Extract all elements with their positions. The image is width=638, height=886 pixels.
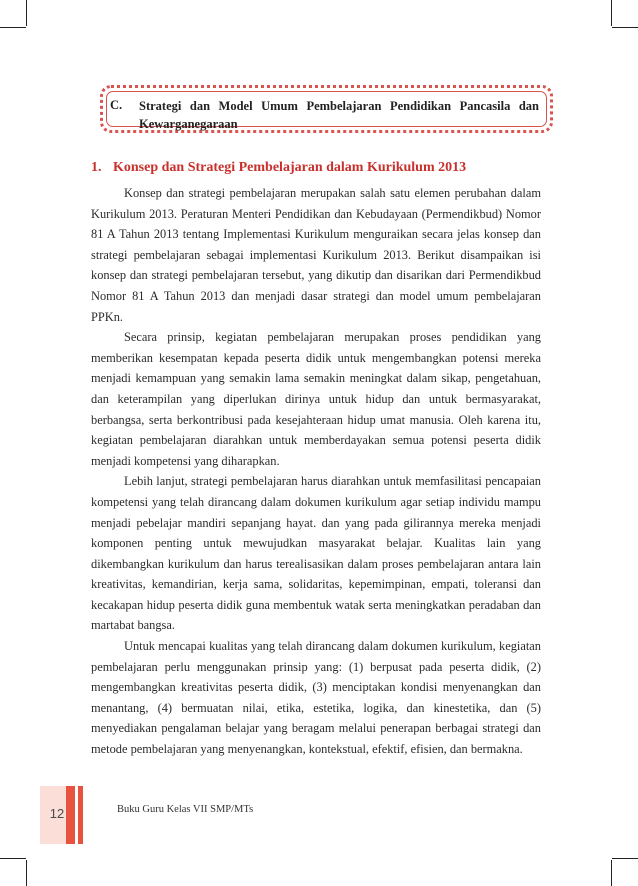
crop-mark xyxy=(26,0,27,26)
section-letter: C. xyxy=(110,98,123,112)
subsection-heading xyxy=(91,160,551,176)
crop-mark xyxy=(26,860,27,886)
page-number: 12 xyxy=(49,806,65,821)
section-title xyxy=(139,97,539,133)
crop-mark xyxy=(611,860,612,886)
paragraph: Lebih lanjut, strategi pembelajaran harus diarahkan untuk memfasilitasi pencapaian kompetensi yang telah dirancang dalam dokumen kurikulum agar setiap individu mampu menjadi pebelajar mandiri sepanjang hayat. dan yang pada gilirannya mereka menjadi komponen penting untuk mewujudkan masyarakat belajar. Kualitas lain yang dikembangkan kurikulum dan harus terealisasikan dalam proses pembelajaran antara lain kreativitas, kemandirian, kerja sama, solidaritas, kepemimpinan, empati, toleransi dan kecakapan hidup peserta didik guna membentuk watak serta meningkatkan peradaban dan martabat bangsa. xyxy=(91,474,541,633)
crop-mark xyxy=(612,858,638,859)
subsection-number: 1. xyxy=(91,160,102,175)
crop-mark xyxy=(612,27,638,28)
paragraph: Konsep dan strategi pembelajaran merupakan salah satu elemen perubahan dalam Kurikulum 2013. Peraturan Menteri Pendidikan dan Kebudayaan (Permendikbud) Nomor 81 A Tahun 2013 tentang Implementasi Kurikulum menguraikan secara jelas konsep dan strategi pembelajaran sebagai implementasi Kurikulum 2013. Berikut disampaikan isi konsep dan strategi pembelajaran tersebut, yang dikutip dan disarikan dari Permendikbud Nomor 81 A Tahun 2013 dan menjadi dasar strategi dan model umum pembelajaran PPKn. xyxy=(91,186,541,324)
section-title-line2: Kewarganegaraan xyxy=(139,117,238,131)
crop-mark xyxy=(611,0,612,26)
body-text xyxy=(91,183,541,760)
book-title: Buku Guru Kelas VII SMP/MTs xyxy=(117,804,254,815)
section-title-line1: Strategi dan Model Umum Pembelajaran Pendidikan Pancasila dan xyxy=(139,99,539,113)
paragraph: Secara prinsip, kegiatan pembelajaran merupakan proses pendidikan yang memberikan kesempatan kepada peserta didik untuk mengembangkan potensi mereka menjadi kemampuan yang semakin lama semakin meningkat dalam sikap, pengetahuan, dan keterampilan yang diperlukan dirinya untuk hidup dan untuk bermasyarakat, berbangsa, serta berkontribusi pada kesejahteraan hidup umat manusia. Oleh karena itu, kegiatan pembelajaran diarahkan untuk memberdayakan semua potensi peserta didik menjadi kompetensi yang diharapkan. xyxy=(91,330,541,468)
footer-accent-bar xyxy=(78,786,83,844)
crop-mark xyxy=(0,27,26,28)
subsection-title: Konsep dan Strategi Pembelajaran dalam Kurikulum 2013 xyxy=(113,160,467,175)
crop-mark xyxy=(0,858,26,859)
paragraph: Untuk mencapai kualitas yang telah dirancang dalam dokumen kurikulum, kegiatan pembelajaran perlu menggunakan prinsip yang: (1) berpusat pada peserta didik, (2) mengembangkan kreativitas peserta didik, (3) menciptakan kondisi menyenangkan dan menantang, (4) bermuatan nilai, etika, estetika, logika, dan kinestetika, dan (5) menyediakan pengalaman belajar yang beragam melalui penerapan berbagai strategi dan metode pembelajaran yang menyenangkan, kontekstual, efektif, efisien, dan bermakna. xyxy=(91,639,541,757)
